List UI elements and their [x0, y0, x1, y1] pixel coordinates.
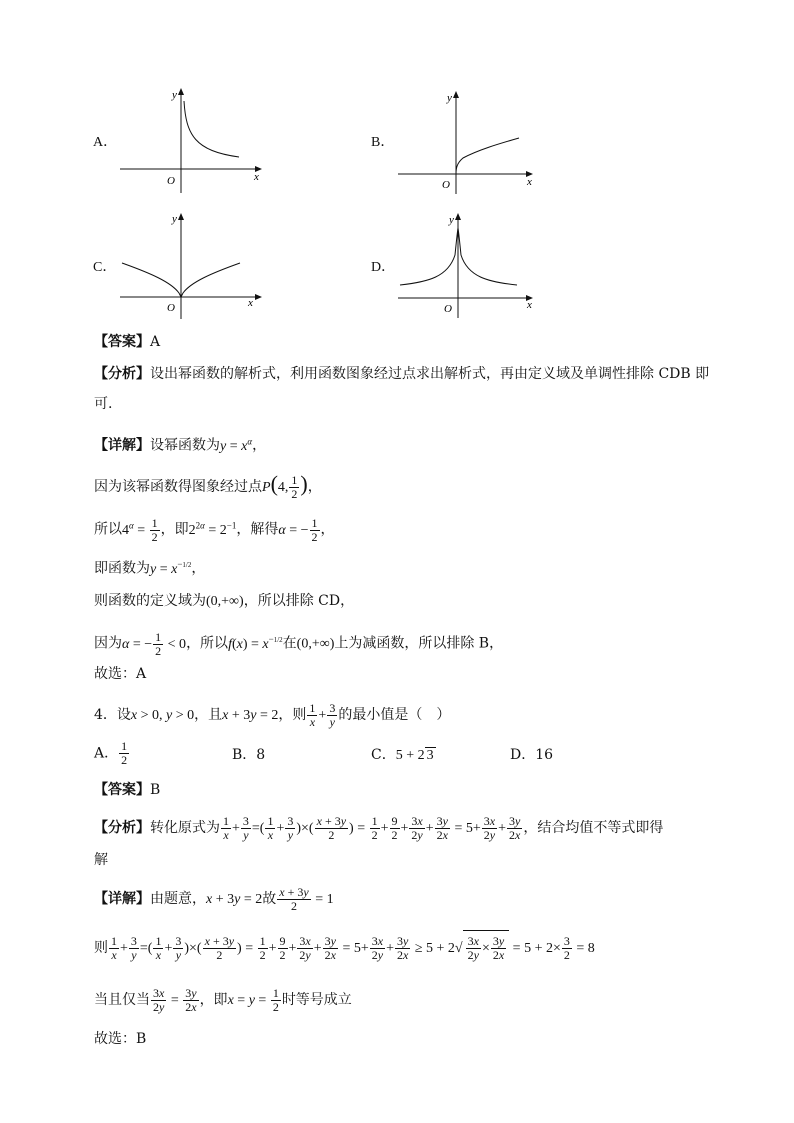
answer-tag: 【答案】	[94, 333, 150, 349]
formula-equality: $\frac{3x}{2y}$ = $\frac{3y}{2x}$	[153, 986, 197, 1015]
q3-detail-line-4: 即函数为$y = x^{-1/2}$，	[94, 559, 206, 577]
q3-detail-line-1: 【详解】设幂函数为$y = x^\alpha$，	[94, 436, 267, 454]
formula-point-p: P(4, $\frac{1}{2}$ )	[262, 471, 308, 502]
q4-option-a: A． $\frac{1}{2}$	[94, 739, 128, 767]
q3-choose-line	[94, 664, 146, 684]
formula-xy-value: x = y = $\frac{1}{2}$	[227, 986, 279, 1015]
graph-a	[115, 85, 265, 195]
formula-eq-2: $2^{2\alpha} = 2^{-1}$	[188, 520, 237, 538]
formula-eq-1: $4^\alpha$ = $\frac{1}{2}$	[122, 515, 158, 544]
formula-function: $y = x^{-1/2}$	[150, 559, 192, 577]
graph-d-y-label: y	[449, 214, 454, 226]
graph-b-x-label: x	[527, 176, 532, 188]
formula-xy-positive: x > 0, y > 0	[130, 708, 195, 723]
option-c-label: C．	[93, 260, 117, 275]
q4-option-b: B．8	[232, 747, 266, 763]
option-d-label: D．	[371, 260, 396, 275]
q3-answer-line	[94, 331, 160, 352]
formula-half: $\frac{x + 3y}{2}$ = 1	[279, 885, 334, 914]
formula-power-function: $y = x^\alpha$	[220, 436, 253, 454]
graph-d-x-label: x	[527, 299, 532, 311]
graph-d-origin: O	[444, 303, 452, 315]
q4-detail-line-2: 则 $\frac{1}{x}$ + $\frac{3}{y}$ =( $\frac{1}{x}$ + $\frac{3}{y}$ )×( $\frac{x + 3y}{2}$ ) = $\frac{1}{2}$ + $\frac{9}{2}$ + $\frac{3x}{2y}$ + $\frac{3y}{2x}$ = 5+ $\frac{3x}{2y}$ + $\frac{3y}{2x}$ ≥ 5 + 2√ $\frac{3x}{2y}$ × $\frac{3y}{2x}$ = 5 + 2× $\frac{3}{2}$ = 8	[94, 930, 595, 966]
q4-stem: 4．设x > 0, y > 0，且x + 3y = 2，则 $\frac{1}{x}$ + $\frac{3}{y}$ 的最小值是（ ）	[94, 701, 451, 730]
graph-b-origin: O	[442, 179, 450, 191]
graph-c-x-label: x	[248, 297, 253, 309]
q3-analysis-line	[94, 363, 709, 384]
q3-detail-line-3: 所以$4^\alpha$ = $\frac{1}{2}$ ，即$2^{2\alpha} = 2^{-1}$，解得α = − $\frac{1}{2}$ ，	[94, 515, 335, 544]
option-b-label: B．	[371, 135, 395, 150]
formula-alpha: α = − $\frac{1}{2}$	[278, 515, 318, 544]
q3-analysis-line-2	[94, 394, 112, 414]
graph-a-x-label: x	[254, 171, 259, 183]
graph-a-y-label: y	[172, 89, 177, 101]
formula-transform: $\frac{1}{x}$ + $\frac{3}{y}$ =( $\frac{1}{x}$ + $\frac{3}{y}$ )×( $\frac{x + 3y}{2}$ ) = $\frac{1}{2}$ + $\frac{9}{2}$ + $\frac{3x}{2y}$ + $\frac{3y}{2x}$ = 5+ $\frac{3x}{2y}$ + $\frac{3y}{2x}$	[223, 814, 521, 843]
q4-detail-line-1: 【详解】由题意，x + 3y = 2故 $\frac{x + 3y}{2}$ = 1	[94, 885, 334, 914]
q4-detail-line-3: 当且仅当 $\frac{3x}{2y}$ = $\frac{3y}{2x}$ ，即x = y = $\frac{1}{2}$ 时等号成立	[94, 986, 352, 1015]
q4-analysis-line: 【分析】转化原式为 $\frac{1}{x}$ + $\frac{3}{y}$ =( $\frac{1}{x}$ + $\frac{3}{y}$ )×( $\frac{x + 3y}{2}$ ) = $\frac{1}{2}$ + $\frac{9}{2}$ + $\frac{3x}{2y}$ + $\frac{3y}{2x}$ = 5+ $\frac{3x}{2y}$ + $\frac{3y}{2x}$ ，结合均值不等式即得	[94, 814, 664, 843]
q3-detail-line-6: 因为α = − $\frac{1}{2}$ < 0，所以$f(x) = x^{-1/2}$在(0,+∞)上为减函数，所以排除 B，	[94, 629, 504, 658]
q4-choose: 故选：B	[94, 1031, 147, 1047]
q4-option-d: D．16	[510, 747, 554, 763]
formula-domain: (0,+∞)	[206, 594, 244, 609]
q3-detail-line-2: 因为该幂函数得图象经过点P(4, $\frac{1}{2}$ )，	[94, 471, 322, 502]
graph-a-origin: O	[167, 175, 175, 187]
formula-interval: (0,+∞)	[296, 636, 335, 652]
graph-b	[393, 88, 543, 198]
graph-c-origin: O	[167, 302, 175, 314]
option-a-label: A．	[93, 135, 118, 150]
q3-choose: 故选：A	[94, 666, 147, 682]
formula-constraint-2: x + 3y = 2	[206, 892, 263, 907]
graph-d	[393, 210, 543, 320]
graph-c	[115, 210, 265, 320]
formula-fx: $f(x) = x^{-1/2}$	[228, 634, 283, 652]
q4-analysis-line-2: 解	[94, 852, 108, 868]
q3-answer-value: A	[150, 334, 161, 350]
q4-option-c: C．5 + 2 3	[371, 747, 434, 763]
formula-constraint: x + 3y = 2	[222, 708, 279, 723]
q4-choose-line	[94, 1029, 146, 1049]
q3-analysis-text-2: 可.	[94, 396, 113, 412]
graph-c-y-label: y	[172, 213, 177, 225]
q3-analysis-text: 设出幂函数的解析式，利用函数图象经过点求出解析式，再由定义域及单调性排除 CDB 即	[150, 366, 710, 382]
graph-b-y-label: y	[447, 92, 452, 104]
q4-answer-value: B	[150, 782, 161, 798]
analysis-tag: 【分析】	[94, 365, 150, 381]
q3-detail-line-5: 则函数的定义域为(0,+∞)，所以排除 CD，	[94, 593, 355, 609]
formula-alpha-neg: α = − $\frac{1}{2}$ < 0	[122, 629, 187, 658]
q4-answer-line: 【答案】B	[94, 781, 161, 798]
formula-target: $\frac{1}{x}$ + $\frac{3}{y}$	[309, 701, 336, 730]
detail-tag: 【详解】	[94, 436, 150, 453]
formula-chain: $\frac{1}{x}$ + $\frac{3}{y}$ =( $\frac{1}{x}$ + $\frac{3}{y}$ )×( $\frac{x + 3y}{2}$ ) = $\frac{1}{2}$ + $\frac{9}{2}$ + $\frac{3x}{2y}$ + $\frac{3y}{2x}$ = 5+ $\frac{3x}{2y}$ + $\frac{3y}{2x}$ ≥ 5 + 2√ $\frac{3x}{2y}$ × $\frac{3y}{2x}$ = 5 + 2× $\frac{3}{2}$ = 8	[108, 941, 595, 956]
